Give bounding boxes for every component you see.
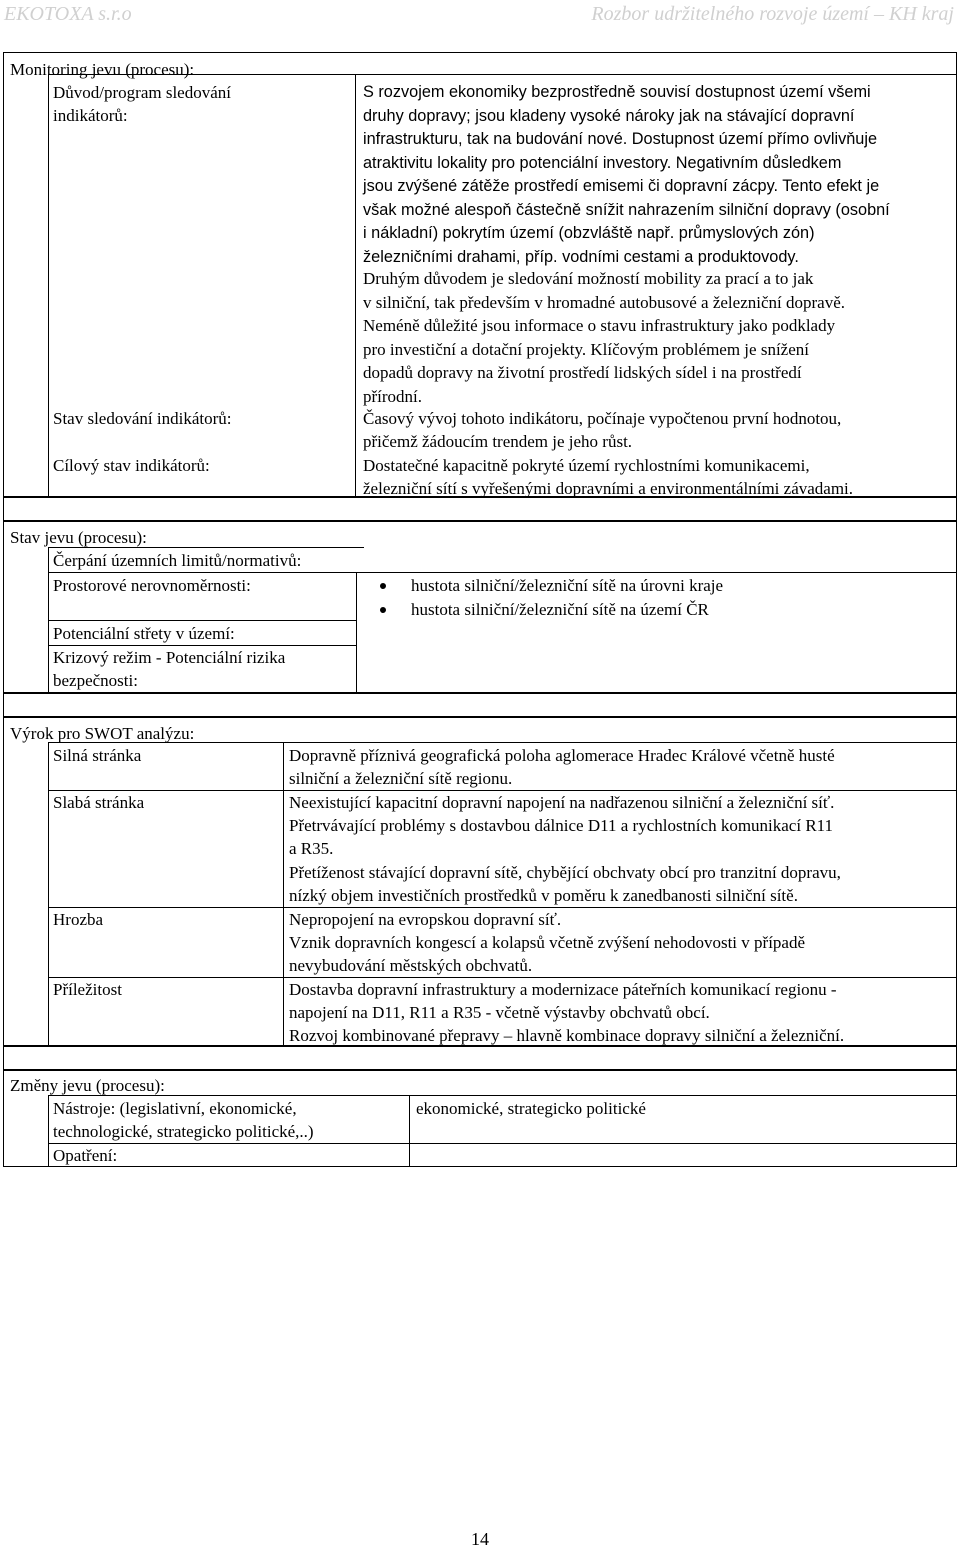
- swot-strength-line: silniční a železniční sítě regionu.: [289, 769, 513, 788]
- swot-threat-label: Hrozba: [53, 910, 104, 929]
- state-rule-3: [48, 620, 357, 621]
- swot-divider: [283, 742, 284, 1046]
- reason-line: druhy dopravy; jsou kladeny vysoké nároky jak na stávající dopravní: [363, 106, 855, 125]
- spacer-row: [3, 1046, 957, 1070]
- swot-opportunity-line: Dostavba dopravní infrastruktury a modernizace páteřních komunikací regionu -: [289, 980, 837, 999]
- swot-weakness-line: Přetíženost stávající dopravní sítě, chybějící obchvaty obcí pro tranzitní dopravu,: [289, 863, 841, 882]
- reason-line: pro investiční a dotační projekty. Klíčovým problémem je snížení: [363, 339, 809, 359]
- target-label: Cílový stav indikátorů:: [53, 456, 210, 475]
- state-section: [3, 521, 957, 693]
- reason-line: jsou zvýšené zátěže prostředí emisemi či dopravní zácpy. Tento efekt je: [363, 177, 880, 195]
- limits-label: Čerpání územních limitů/normativů:: [53, 551, 302, 570]
- reason-line: dopadů dopravy na životní prostředí lidských sídel i na prostředí: [363, 363, 802, 382]
- tools-label-cont: technologické, strategicko politické,..): [53, 1122, 314, 1141]
- swot-opportunity-label: Příležitost: [53, 980, 122, 999]
- changes-divider: [409, 1095, 410, 1167]
- header-document-title: Rozbor udržitelného rozvoje území – KH kraj: [591, 3, 954, 25]
- uneven-item: hustota silniční/železniční sítě na úrovni kraje: [411, 576, 724, 595]
- swot-weakness-line: Neexistující kapacitní dopravní napojení na nadřazenou silniční a železniční síť.: [289, 793, 835, 812]
- monitoring-top-rule: [48, 74, 957, 75]
- reason-line: však možné alespoň částečně snížit nahrazením silniční dopravy (osobní: [363, 200, 890, 219]
- bullet-icon: [380, 607, 386, 613]
- swot-section: [3, 717, 957, 1046]
- swot-threat-line: Nepropojení na evropskou dopravní síť.: [289, 910, 562, 929]
- reason-line: infrastrukturu, tak na budování nové. Dostupnost území přímo ovlivňuje: [363, 130, 878, 148]
- swot-threat-line: nevybudování městských obchvatů.: [289, 956, 533, 975]
- reason-line: Neméně důležité jsou informace o stavu infrastruktury jako podklady: [363, 316, 836, 335]
- swot-left-inner: [48, 742, 49, 1046]
- reason-label: Důvod/program sledování: [53, 83, 231, 102]
- monitoring-divider: [355, 74, 356, 497]
- header-company: EKOTOXA s.r.o: [4, 3, 132, 25]
- changes-left-inner: [48, 1095, 49, 1167]
- crisis-label: Krizový režim - Potenciální rizika: [53, 648, 286, 667]
- swot-weakness-line: a R35.: [289, 839, 334, 858]
- state-title: Stav jevu (procesu):: [10, 528, 147, 547]
- page-header: [0, 0, 960, 30]
- bullet-icon: [380, 583, 386, 589]
- crisis-label-cont: bezpečnosti:: [53, 671, 138, 690]
- measures-label: Opatření:: [53, 1146, 118, 1165]
- state-rule-1: [48, 547, 364, 548]
- reason-line: atraktivitu lokality pro potenciální investory. Negativním důsledkem: [363, 153, 842, 172]
- spacer-row: [3, 693, 957, 717]
- swot-strength-line: Dopravně příznivá geografická poloha aglomerace Hradec Králové včetně husté: [289, 746, 835, 765]
- monitoring-section: [3, 52, 957, 497]
- tools-value: ekonomické, strategicko politické: [416, 1099, 646, 1118]
- swot-opportunity-line: napojení na D11, R11 a R35 - včetně výstavby obchvatů obcí.: [289, 1003, 710, 1022]
- changes-section: [3, 1070, 957, 1167]
- swot-threat-line: Vznik dopravních kongescí a kolapsů včetně zvýšení nehodovosti v případě: [289, 933, 806, 952]
- swot-opportunity-line: Rozvoj kombinované přepravy – hlavně kombinace dopravy silniční a železniční.: [289, 1026, 845, 1045]
- reason-line: v silniční, tak především v hromadné autobusové a železniční dopravě.: [363, 292, 845, 312]
- swot-weakness-label: Slabá stránka: [53, 793, 145, 812]
- monitoring-title: Monitoring jevu (procesu):: [10, 60, 195, 79]
- reason-label-cont: indikátorů:: [53, 106, 128, 125]
- changes-title: Změny jevu (procesu):: [10, 1076, 165, 1095]
- swot-weakness-line: Přetrvávající problémy s dostavbou dálnice D11 a rychlostních komunikací R11: [289, 816, 834, 835]
- target-line: železniční sítí s vyřešenými dopravními a environmentálními závadami.: [363, 479, 854, 498]
- state-rule-2: [48, 572, 957, 573]
- state-divider: [356, 572, 357, 693]
- uneven-item: hustota silniční/železniční sítě na území ČR: [411, 600, 709, 619]
- changes-rule-top: [48, 1095, 957, 1096]
- swot-rule-top: [48, 742, 957, 743]
- reason-line: přírodní.: [363, 386, 423, 406]
- swot-title: Výrok pro SWOT analýzu:: [10, 724, 195, 743]
- state-line: přičemž žádoucím trendem je jeho růst.: [363, 432, 633, 451]
- reason-line: i nákladní) pokrytím území (obzvláště např. průmyslových zón): [363, 224, 815, 242]
- changes-rule: [48, 1143, 957, 1144]
- swot-weakness-line: nízký objem investičních prostředků v poměru k zanedbanosti silniční sítě.: [289, 886, 798, 905]
- conflicts-label: Potenciální střety v území:: [53, 624, 235, 643]
- swot-strength-label: Silná stránka: [53, 746, 142, 765]
- reason-line: S rozvojem ekonomiky bezprostředně souvisí dostupnost území všemi: [363, 83, 871, 101]
- target-line: Dostatečné kapacitně pokryté území rychlostními komunikacemi,: [363, 456, 810, 475]
- uneven-label: Prostorové nerovnoměrnosti:: [53, 576, 251, 595]
- reason-line: Druhým důvodem je sledování možností mobility za prací a to jak: [363, 269, 814, 288]
- monitoring-left-inner: [48, 74, 49, 497]
- state-line: Časový vývoj tohoto indikátoru, počínaje vypočtenou první hodnotou,: [363, 409, 842, 428]
- page-number: 14: [471, 1529, 489, 1549]
- spacer-row: [3, 497, 957, 521]
- state-label: Stav sledování indikátorů:: [53, 409, 232, 428]
- reason-line: železničními drahami, příp. vodními cestami a produktovody.: [363, 247, 799, 266]
- tools-label: Nástroje: (legislativní, ekonomické,: [53, 1099, 297, 1118]
